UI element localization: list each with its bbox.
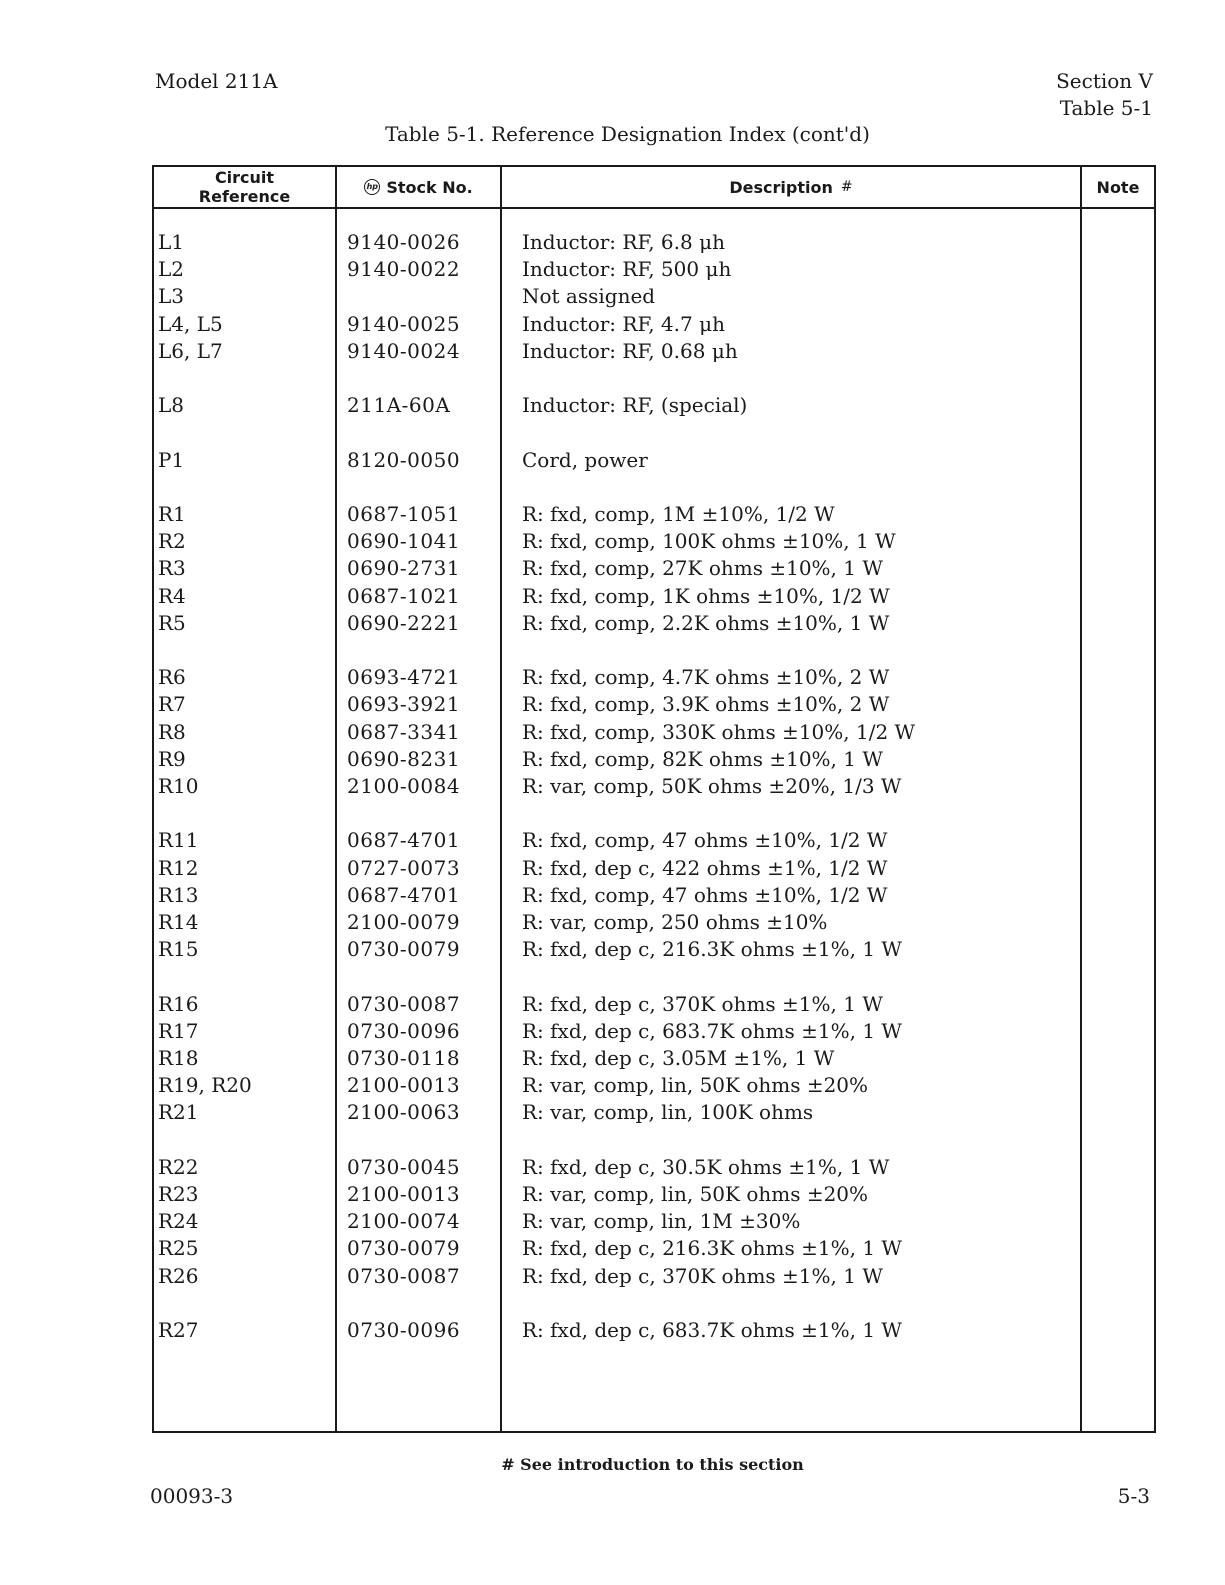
section-label: Section V bbox=[1056, 69, 1153, 93]
circuit-reference-cell: L6, L7 bbox=[158, 338, 223, 363]
stock-number-cell: 2100-0013 bbox=[347, 1182, 461, 1206]
table-row bbox=[154, 583, 1154, 610]
circuit-reference-cell: R1 bbox=[158, 502, 186, 526]
table-row bbox=[154, 447, 1154, 474]
table-row bbox=[154, 610, 1154, 637]
description-cell: R: fxd, comp, 2.2K ohms ±10%, 1 W bbox=[522, 610, 890, 635]
circuit-reference-cell: R23 bbox=[158, 1182, 199, 1206]
table-row bbox=[154, 392, 1154, 419]
stock-number-cell: 0693-4721 bbox=[347, 665, 461, 690]
stock-number-cell: 2100-0063 bbox=[347, 1100, 461, 1125]
stock-number-cell: 0730-0096 bbox=[347, 1318, 461, 1342]
circuit-reference-cell: L8 bbox=[158, 393, 185, 418]
circuit-reference-cell: R11 bbox=[158, 828, 199, 853]
stock-number-cell: 0687-4701 bbox=[347, 882, 461, 907]
description-cell: Cord, power bbox=[522, 447, 648, 472]
description-cell: R: fxd, comp, 330K ohms ±10%, 1/2 W bbox=[522, 719, 916, 744]
description-cell: Inductor: RF, 4.7 μh bbox=[522, 311, 725, 336]
circuit-reference-cell: R6 bbox=[158, 665, 186, 690]
table-row bbox=[154, 936, 1154, 963]
circuit-reference-cell: R24 bbox=[158, 1209, 199, 1234]
description-cell: Inductor: RF, 6.8 μh bbox=[522, 230, 725, 254]
circuit-reference-cell: L3 bbox=[158, 284, 185, 309]
circuit-reference-cell: P1 bbox=[158, 447, 185, 472]
description-cell: R: fxd, comp, 3.9K ohms ±10%, 2 W bbox=[522, 692, 890, 717]
table-row bbox=[154, 855, 1154, 882]
circuit-reference-cell: R3 bbox=[158, 556, 186, 581]
stock-number-cell: 2100-0084 bbox=[347, 774, 461, 798]
description-cell: Inductor: RF, 500 μh bbox=[522, 257, 732, 282]
circuit-reference-cell: R5 bbox=[158, 610, 186, 635]
description-cell: Inductor: RF, (special) bbox=[522, 393, 748, 418]
circuit-reference-cell: R16 bbox=[158, 991, 199, 1016]
description-cell: R: fxd, comp, 1K ohms ±10%, 1/2 W bbox=[522, 583, 890, 608]
circuit-reference-cell: R4 bbox=[158, 583, 186, 608]
table-row bbox=[154, 719, 1154, 746]
stock-number-cell: 0730-0079 bbox=[347, 937, 461, 962]
stock-number-cell: 2100-0079 bbox=[347, 910, 461, 934]
description-cell: R: fxd, dep c, 683.7K ohms ±1%, 1 W bbox=[522, 1318, 902, 1342]
circuit-reference-cell: L4, L5 bbox=[158, 311, 223, 336]
description-cell: R: var, comp, lin, 1M ±30% bbox=[522, 1209, 801, 1234]
description-cell: R: fxd, comp, 47 ohms ±10%, 1/2 W bbox=[522, 882, 888, 907]
column-header-circuit-reference: Circuit Reference bbox=[198, 168, 291, 206]
description-cell: R: fxd, dep c, 216.3K ohms ±1%, 1 W bbox=[522, 937, 902, 962]
description-cell: R: fxd, dep c, 422 ohms ±1%, 1/2 W bbox=[522, 855, 888, 880]
description-cell: R: fxd, comp, 1M ±10%, 1/2 W bbox=[522, 502, 835, 526]
stock-number-cell: 211A-60A bbox=[347, 393, 451, 418]
table-row bbox=[154, 882, 1154, 909]
stock-number-cell: 0687-1051 bbox=[347, 502, 461, 526]
circuit-reference-cell: R19, R20 bbox=[158, 1073, 252, 1098]
table-row bbox=[154, 311, 1154, 338]
description-cell: R: var, comp, 50K ohms ±20%, 1/3 W bbox=[522, 774, 902, 798]
table-row bbox=[154, 909, 1154, 936]
description-cell: R: fxd, dep c, 683.7K ohms ±1%, 1 W bbox=[522, 1018, 902, 1043]
circuit-reference-cell: R9 bbox=[158, 746, 186, 771]
document-number: 00093-3 bbox=[150, 1484, 234, 1508]
header-divider bbox=[154, 207, 1154, 209]
reference-designation-table bbox=[152, 165, 1156, 1433]
table-row bbox=[154, 1018, 1154, 1045]
table-row bbox=[154, 773, 1154, 800]
stock-number-cell: 0687-3341 bbox=[347, 719, 461, 744]
stock-number-cell: 2100-0013 bbox=[347, 1073, 461, 1098]
description-cell: R: fxd, dep c, 3.05M ±1%, 1 W bbox=[522, 1046, 835, 1070]
circuit-reference-cell: R27 bbox=[158, 1318, 199, 1342]
circuit-reference-cell: R17 bbox=[158, 1018, 199, 1043]
table-row bbox=[154, 991, 1154, 1018]
hp-logo-icon: hp bbox=[364, 179, 380, 195]
circuit-reference-cell: R26 bbox=[158, 1263, 199, 1288]
circuit-reference-cell: R15 bbox=[158, 937, 199, 962]
table-row bbox=[154, 338, 1154, 365]
table-row bbox=[154, 1154, 1154, 1181]
description-cell: R: var, comp, lin, 100K ohms bbox=[522, 1100, 814, 1125]
description-cell: R: fxd, comp, 100K ohms ±10%, 1 W bbox=[522, 529, 896, 554]
stock-number-cell: 2100-0074 bbox=[347, 1209, 461, 1234]
circuit-reference-cell: R2 bbox=[158, 529, 186, 554]
description-cell: R: fxd, dep c, 370K ohms ±1%, 1 W bbox=[522, 1263, 883, 1288]
table-row bbox=[154, 827, 1154, 854]
table-row bbox=[154, 528, 1154, 555]
stock-number-cell: 8120-0050 bbox=[347, 447, 461, 472]
description-cell: R: fxd, dep c, 30.5K ohms ±1%, 1 W bbox=[522, 1154, 890, 1179]
circuit-reference-cell: R22 bbox=[158, 1154, 199, 1179]
table-row bbox=[154, 1072, 1154, 1099]
stock-number-cell: 0730-0045 bbox=[347, 1154, 461, 1179]
circuit-reference-cell: R13 bbox=[158, 882, 199, 907]
stock-number-cell: 9140-0025 bbox=[347, 311, 461, 336]
circuit-reference-cell: L1 bbox=[158, 230, 185, 254]
section-block bbox=[1056, 68, 1153, 122]
stock-number-cell: 0730-0087 bbox=[347, 991, 461, 1016]
stock-number-cell: 0690-1041 bbox=[347, 529, 461, 554]
description-cell: Inductor: RF, 0.68 μh bbox=[522, 338, 738, 363]
table-row bbox=[154, 664, 1154, 691]
description-cell: R: fxd, comp, 4.7K ohms ±10%, 2 W bbox=[522, 665, 890, 690]
circuit-reference-cell: R8 bbox=[158, 719, 186, 744]
column-header-note: Note bbox=[1096, 177, 1140, 197]
table-label: Table 5-1 bbox=[1059, 96, 1153, 120]
stock-number-cell: 0730-0087 bbox=[347, 1263, 461, 1288]
column-header-description: Description # bbox=[729, 177, 853, 197]
circuit-reference-cell: R7 bbox=[158, 692, 186, 717]
circuit-reference-cell: R18 bbox=[158, 1046, 199, 1070]
table-row bbox=[154, 1181, 1154, 1208]
footnote: # See introduction to this section bbox=[501, 1455, 804, 1474]
description-cell: R: var, comp, lin, 50K ohms ±20% bbox=[522, 1182, 869, 1206]
table-row bbox=[154, 1235, 1154, 1262]
stock-number-cell: 0730-0096 bbox=[347, 1018, 461, 1043]
circuit-reference-cell: R25 bbox=[158, 1236, 199, 1261]
table-row bbox=[154, 501, 1154, 528]
stock-number-cell: 0693-3921 bbox=[347, 692, 461, 717]
stock-number-cell: 0727-0073 bbox=[347, 855, 461, 880]
column-header-stock-no: hp Stock No. bbox=[337, 167, 500, 207]
table-caption: Table 5-1. Reference Designation Index (cont'd) bbox=[385, 122, 870, 146]
stock-number-cell: 0730-0079 bbox=[347, 1236, 461, 1261]
description-cell: Not assigned bbox=[522, 284, 656, 309]
description-cell: R: fxd, dep c, 370K ohms ±1%, 1 W bbox=[522, 991, 883, 1016]
circuit-reference-cell: R21 bbox=[158, 1100, 199, 1125]
stock-number-cell: 9140-0022 bbox=[347, 257, 461, 282]
page-number: 5-3 bbox=[1117, 1484, 1150, 1508]
stock-number-cell: 0687-1021 bbox=[347, 583, 461, 608]
table-row bbox=[154, 283, 1154, 310]
circuit-reference-cell: R14 bbox=[158, 910, 199, 934]
stock-number-cell: 0690-2731 bbox=[347, 556, 461, 581]
table-row bbox=[154, 555, 1154, 582]
description-cell: R: fxd, comp, 47 ohms ±10%, 1/2 W bbox=[522, 828, 888, 853]
stock-number-cell: 9140-0026 bbox=[347, 230, 461, 254]
description-cell: R: fxd, dep c, 216.3K ohms ±1%, 1 W bbox=[522, 1236, 902, 1261]
circuit-reference-cell: R10 bbox=[158, 774, 199, 798]
table-row bbox=[154, 256, 1154, 283]
table-row bbox=[154, 691, 1154, 718]
stock-number-cell: 0690-2221 bbox=[347, 610, 461, 635]
description-cell: R: fxd, comp, 82K ohms ±10%, 1 W bbox=[522, 746, 883, 771]
table-row bbox=[154, 746, 1154, 773]
table-row bbox=[154, 1263, 1154, 1290]
circuit-reference-cell: R12 bbox=[158, 855, 199, 880]
stock-number-cell: 0690-8231 bbox=[347, 746, 461, 771]
description-cell: R: var, comp, lin, 50K ohms ±20% bbox=[522, 1073, 869, 1098]
description-cell: R: var, comp, 250 ohms ±10% bbox=[522, 910, 828, 934]
model-title: Model 211A bbox=[155, 69, 278, 93]
table-row bbox=[154, 1099, 1154, 1126]
circuit-reference-cell: L2 bbox=[158, 257, 185, 282]
stock-number-cell: 0687-4701 bbox=[347, 828, 461, 853]
table-row bbox=[154, 229, 1154, 256]
table-row bbox=[154, 1208, 1154, 1235]
stock-number-cell: 9140-0024 bbox=[347, 338, 461, 363]
table-row bbox=[154, 1045, 1154, 1072]
description-cell: R: fxd, comp, 27K ohms ±10%, 1 W bbox=[522, 556, 883, 581]
table-row bbox=[154, 1317, 1154, 1344]
stock-number-cell: 0730-0118 bbox=[347, 1046, 461, 1070]
